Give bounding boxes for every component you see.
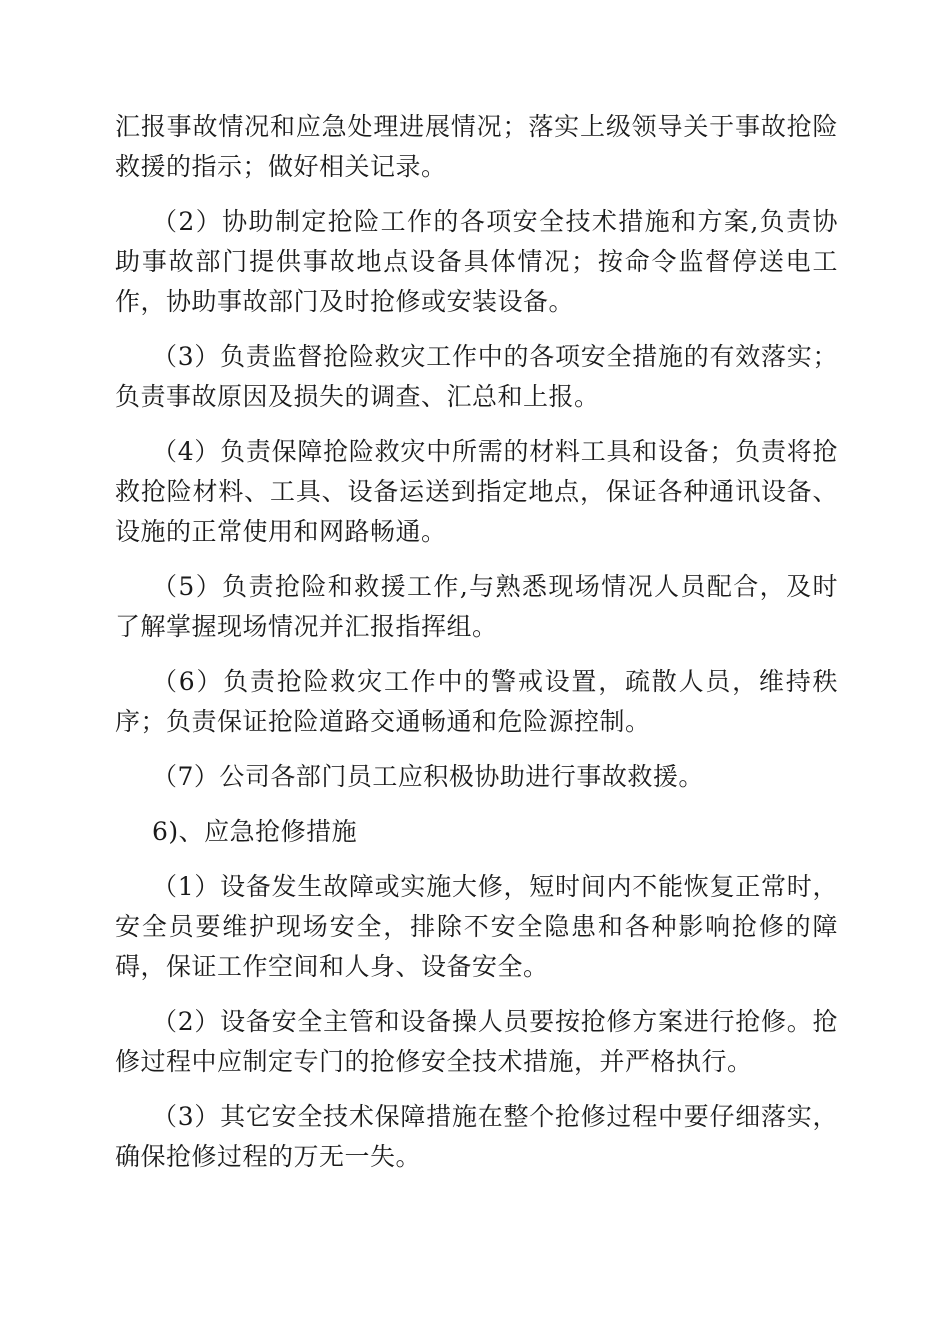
paragraph-item-7: （7）公司各部门员工应积极协助进行事故救援。 (152, 762, 704, 791)
section-heading-6: 6)、应急抢修措施 (152, 817, 358, 846)
paragraph-item-3: （3）负责监督抢险救灾工作中的各项安全措施的有效落实；负责事故原因及损失的调查、汇总和上报。 (115, 342, 838, 411)
paragraph-repair-1: （1）设备发生故障或实施大修，短时间内不能恢复正常时，安全员要维护现场安全，排除不安全隐患和各种影响抢修的障碍，保证工作空间和人身、设备安全。 (115, 872, 838, 981)
paragraph-item-5: （5）负责抢险和救援工作,与熟悉现场情况人员配合，及时了解掌握现场情况并汇报指挥组。 (115, 572, 838, 641)
document-body (115, 107, 838, 1177)
paragraph-item-4: （4）负责保障抢险救灾中所需的材料工具和设备；负责将抢救抢险材料、工具、设备运送到指定地点，保证各种通讯设备、设施的正常使用和网路畅通。 (115, 437, 838, 546)
paragraph-repair-2: （2）设备安全主管和设备操人员要按抢修方案进行抢修。抢修过程中应制定专门的抢修安全技术措施，并严格执行。 (115, 1007, 838, 1076)
paragraph-item-6: （6）负责抢险救灾工作中的警戒设置，疏散人员，维持秩序；负责保证抢险道路交通畅通和危险源控制。 (115, 667, 838, 736)
paragraph-repair-3: （3）其它安全技术保障措施在整个抢修过程中要仔细落实，确保抢修过程的万无一失。 (115, 1102, 838, 1171)
paragraph-item-2: （2）协助制定抢险工作的各项安全技术措施和方案,负责协助事故部门提供事故地点设备具体情况；按命令监督停送电工作，协助事故部门及时抢修或安装设备。 (115, 207, 838, 316)
paragraph-continuation: 汇报事故情况和应急处理进展情况；落实上级领导关于事故抢险救援的指示；做好相关记录。 (115, 112, 838, 181)
